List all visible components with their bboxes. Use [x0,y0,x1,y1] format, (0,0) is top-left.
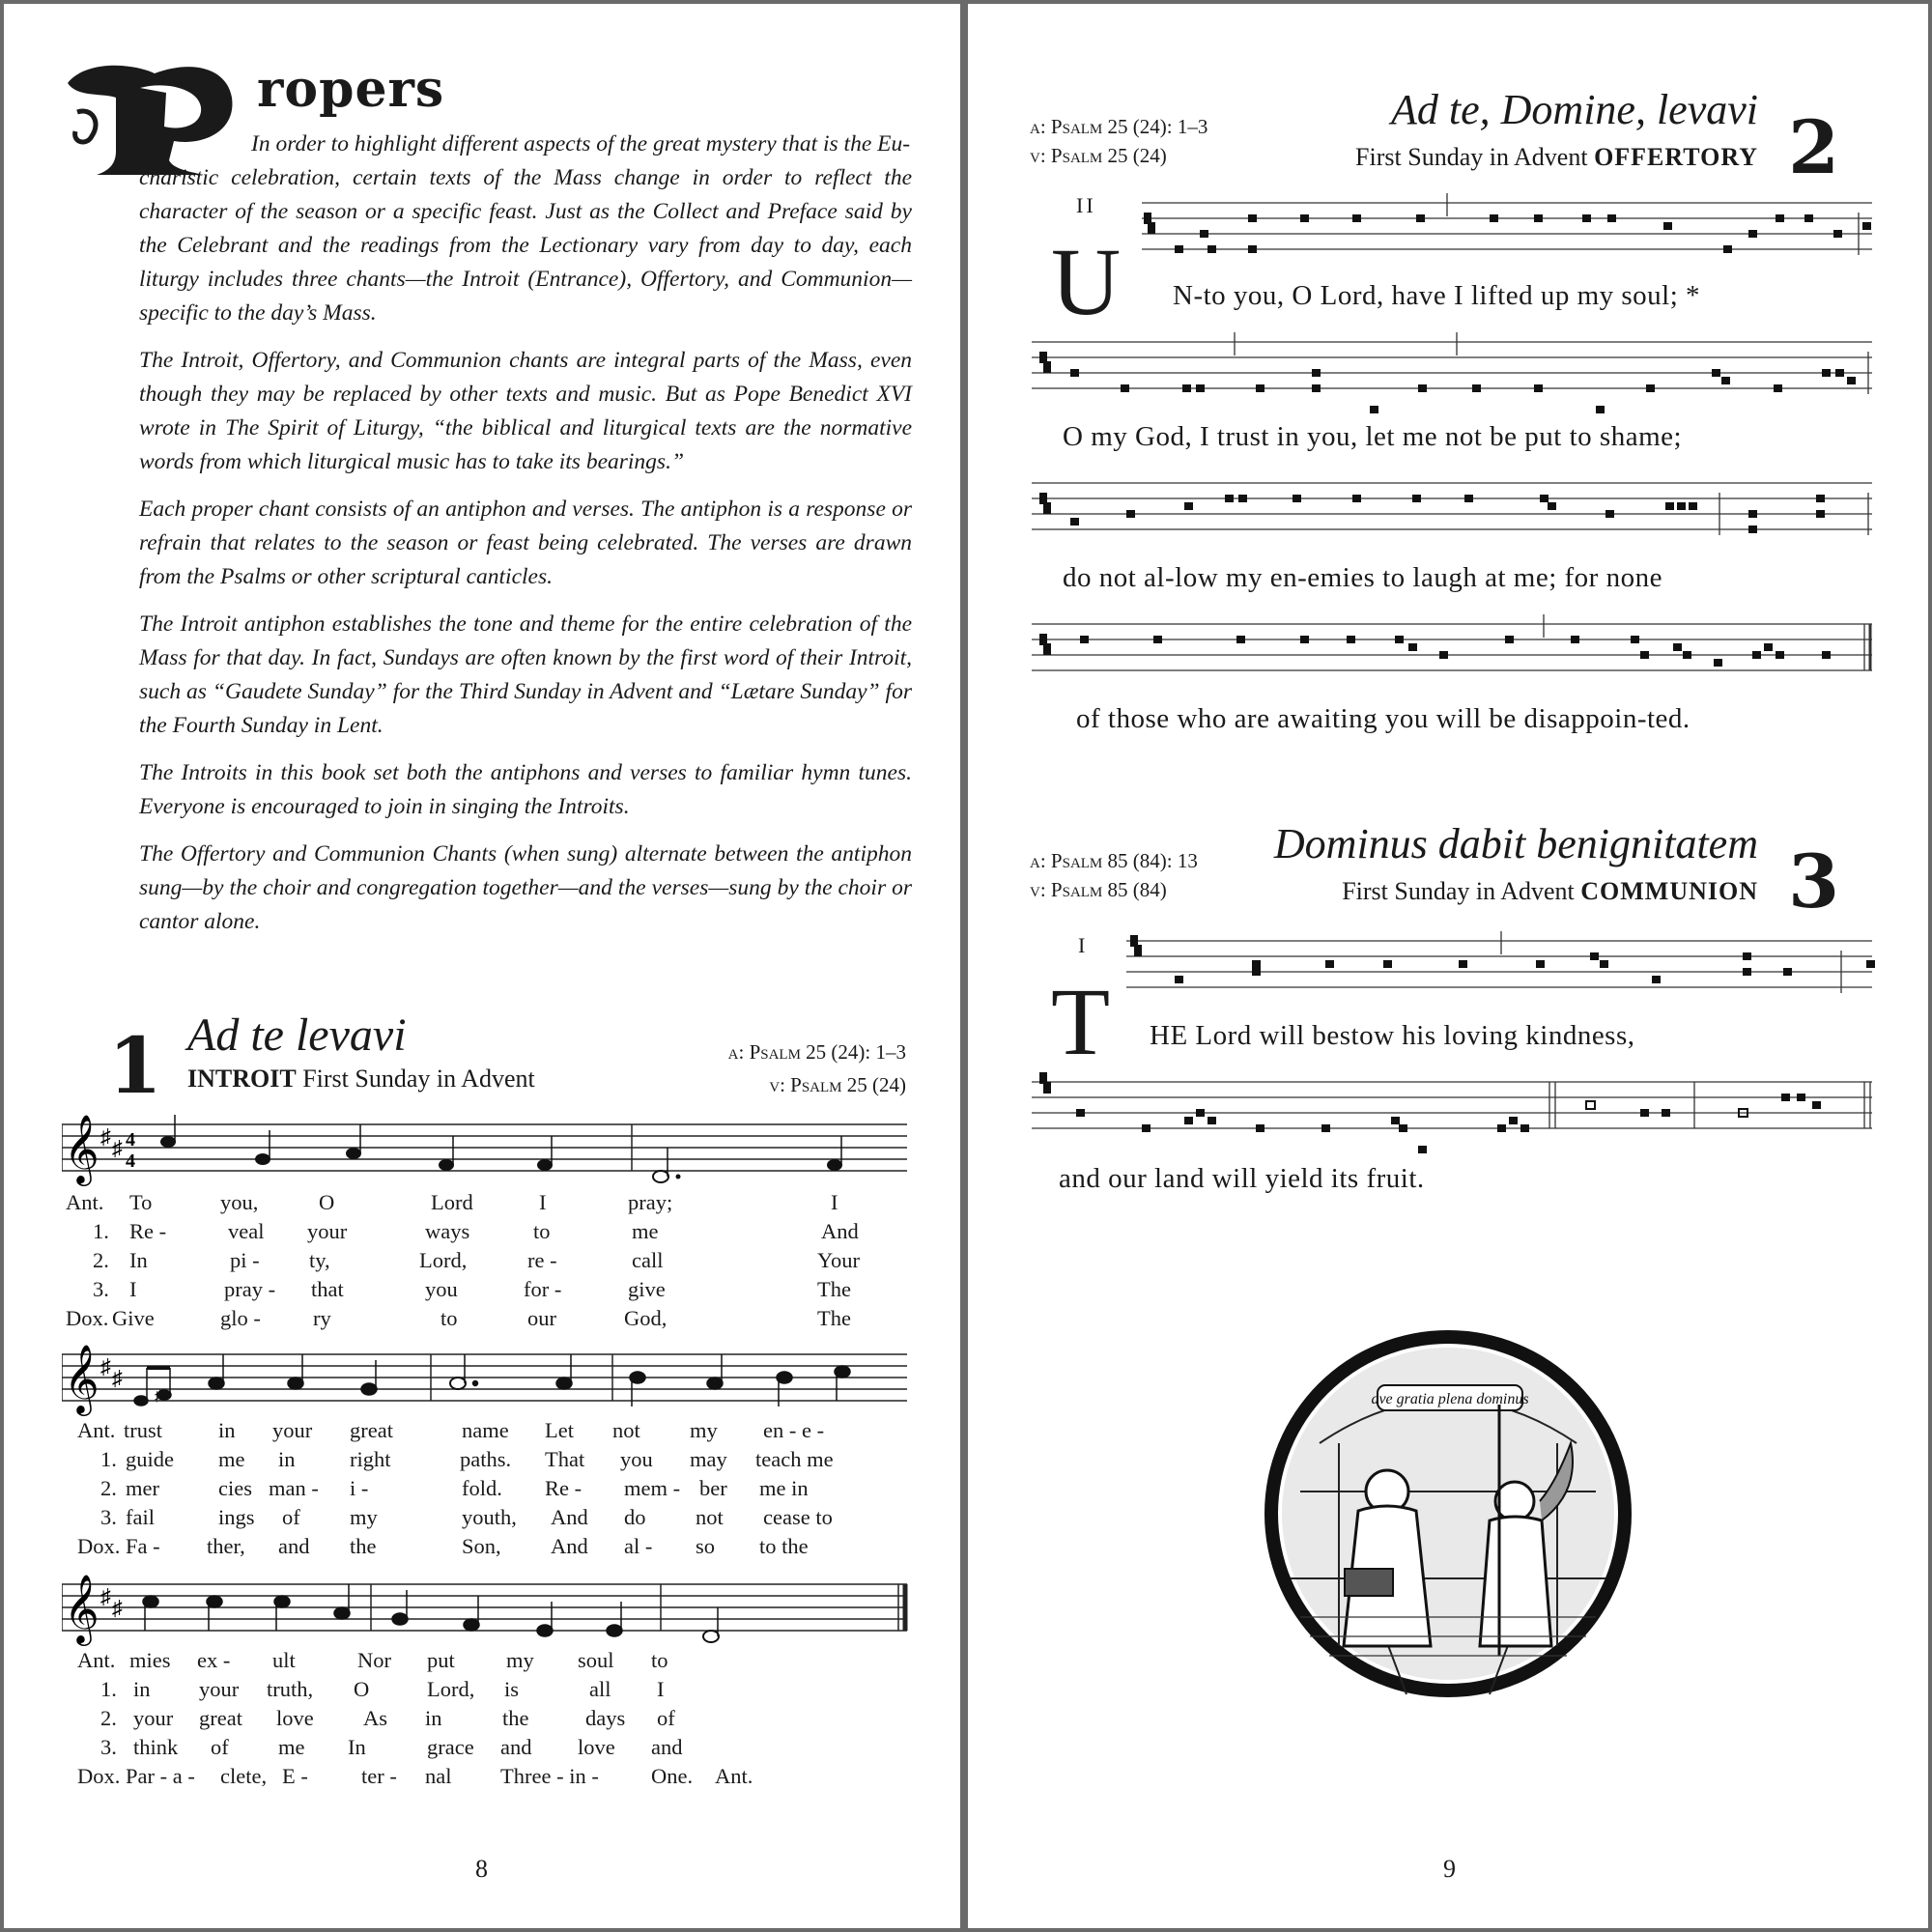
offertory-text-line-1: N-to you, O Lord, have I lifted up my soul; * [1173,280,1701,311]
page-number-right: 9 [1443,1855,1456,1883]
note [439,1159,454,1171]
intro-paragraph-3: Each proper chant consists of an antiphon and verses. The antiphon is a response or refrain that relates to the season or feast being celebrated. The verses are drawn from the Psalms or other scriptural canticles. [139,497,912,589]
communion-staff-1 [1126,931,1876,1009]
time-signature: 4 [126,1129,135,1151]
intro-paragraph-5: The Introits in this book set both the antiphons and verses to familiar hymn tunes. Everyone is encouraged to join in singing the Introits. [139,760,912,819]
note [653,1171,668,1182]
lyric-row: 1. Re - veal your ways to me And [93,1219,859,1243]
note [450,1378,466,1389]
note [255,1153,270,1165]
note [392,1613,408,1625]
note [707,1378,723,1389]
introit-number: 1 [108,1020,162,1111]
lyric-row: 2. your great love As in the days of [100,1706,675,1730]
svg-text:♯: ♯ [155,1388,162,1405]
lyric-row: Ant. To you, O Lord I pray; I [66,1190,838,1214]
intro-text [139,128,912,952]
introit-lyrics-1 [66,1188,906,1333]
lyric-row: Dox. Give glo - ry to our God, The [66,1306,851,1330]
lyric-row: 1. in your truth, O Lord, is all I [100,1677,665,1701]
intro-paragraph-6: The Offertory and Communion Chants (when sung) alternate between the antiphon sung—by the choir and congregation together—and the verses—sung by the choir or cantor alone. [139,841,912,934]
note [607,1625,622,1636]
lyric-row: Dox. Fa - ther, and the Son, And al - so to the [77,1534,809,1558]
sharp-icon: ♯ [100,1124,111,1149]
communion-staff-2 [1032,1072,1876,1159]
communion-psalm-ref: a: Psalm 85 (84): 13 v: Psalm 85 (84) [1030,849,1198,901]
treble-clef-icon: 𝄞 [64,1345,99,1413]
lyric-row: 3. I pray - that you for - give The [93,1277,851,1301]
sharp-icon: ♯ [112,1596,123,1620]
introit-lyrics-3 [77,1646,908,1791]
communion-text-line-1: HE Lord will bestow his loving kindness, [1150,1020,1635,1051]
offertory-subtitle: First Sunday in Advent OFFERTORY [1355,143,1758,171]
sharp-icon: ♯ [100,1584,111,1608]
page-number-left: 8 [475,1855,488,1883]
note [537,1625,553,1636]
sharp-icon: ♯ [112,1136,123,1160]
sharp-icon: ♯ [100,1354,111,1378]
left-page [4,4,960,1928]
note [556,1378,572,1389]
annunciation-medallion [1262,1327,1634,1700]
note [160,1136,176,1148]
page-title: ropers [257,60,445,119]
lyric-row: 2. mer cies man - i - fold. Re - mem - ber me in [100,1476,809,1500]
lyric-row: 3. think of me In grace and love and [100,1735,683,1759]
introit-psalm-ref: a: Psalm 25 (24): 1–3 v: Psalm 25 (24) [727,1040,906,1096]
note [361,1383,377,1395]
offertory-text-line-3: do not al-low my en-emies to laugh at me; for none [1063,562,1662,593]
communion-number: 3 [1788,838,1839,924]
offertory-staff-3 [1032,473,1876,551]
lyric-row: Dox. Par - a - clete, E - ter - nal Three - in - One. Ant. [77,1764,753,1788]
introit-lyrics-2 [77,1416,908,1561]
medallion-banner-text: ave gratia plena dominus [1371,1391,1529,1407]
note [703,1631,719,1642]
communion-subtitle: First Sunday in Advent COMMUNION [1342,877,1758,905]
note [334,1607,350,1619]
lyric-row: Ant. mies ex - ult Nor put my soul to [77,1648,668,1672]
offertory-mode: II [1076,193,1096,217]
communion-mode: I [1078,933,1089,957]
time-signature: 4 [126,1151,135,1172]
intro-paragraph-1: In order to highlight different aspects of the great mystery that is the Eu- charistic celebration, certain texts of the Mass change in order to reflect the character of the season or a specific feast. Just as the Collect and Preface said by the Celebrant and the readings from the Lectionary vary from day to day, each liturgy includes three chants—the Introit (Entrance), Offertory, and Communion—specific to the day’s Mass. [139,131,912,326]
communion-initial: T [1051,968,1111,1075]
intro-paragraph-2: The Introit, Offertory, and Communion chants are integral parts of the Mass, even though they may be replaced by other texts and music. But as Pope Benedict XVI wrote in The Spirit of Liturgy, “the biblical and liturgical texts are the normative words from which liturgical music has to take its bearings.” [139,348,912,474]
offertory-number: 2 [1788,104,1839,190]
lyric-row: 3. fail ings of my youth, And do not cease to [100,1505,833,1529]
lyric-row: Ant. trust in your great name Let not my en - e - [77,1418,825,1442]
introit-subtitle: INTROIT First Sunday in Advent [187,1065,535,1093]
note [346,1148,361,1159]
lyric-row: 2. In pi - ty, Lord, re - call Your [93,1248,860,1272]
lyric-row: 1. guide me in right paths. That you may teach me [100,1447,834,1471]
introit-title: Ad te levavi [187,1009,407,1061]
offertory-text-line-4: of those who are awaiting you will be disappoin-ted. [1076,703,1690,734]
communion-text-line-2: and our land will yield its fruit. [1059,1163,1425,1194]
sharp-icon: ♯ [112,1366,123,1390]
offertory-title: Ad te, Domine, levavi [1391,86,1758,133]
offertory-staff-2 [1032,332,1876,419]
offertory-initial: U [1051,228,1122,335]
note [464,1619,479,1631]
treble-clef-icon: 𝄞 [64,1115,99,1183]
offertory-staff-4 [1032,614,1876,692]
note [537,1159,553,1171]
right-page [968,4,1928,1928]
intro-paragraph-4: The Introit antiphon establishes the tone and theme for the entire celebration of the Mass for that day. In fact, Sundays are often known by the first word of their Introit, such as “Gaudete Sunday” for the Third Sunday in Advent and “Lætare Sunday” for the Fourth Sunday in Lent. [139,611,912,738]
offertory-staff-1 [1142,193,1876,270]
note [209,1378,224,1389]
note [134,1396,148,1406]
offertory-text-line-2: O my God, I trust in you, let me not be put to shame; [1063,421,1683,452]
communion-title: Dominus dabit benignitatem [1273,820,1758,867]
note [288,1378,303,1389]
note [827,1159,842,1171]
treble-clef-icon: 𝄞 [64,1575,99,1643]
offertory-psalm-ref: a: Psalm 25 (24): 1–3 v: Psalm 25 (24) [1030,115,1208,167]
